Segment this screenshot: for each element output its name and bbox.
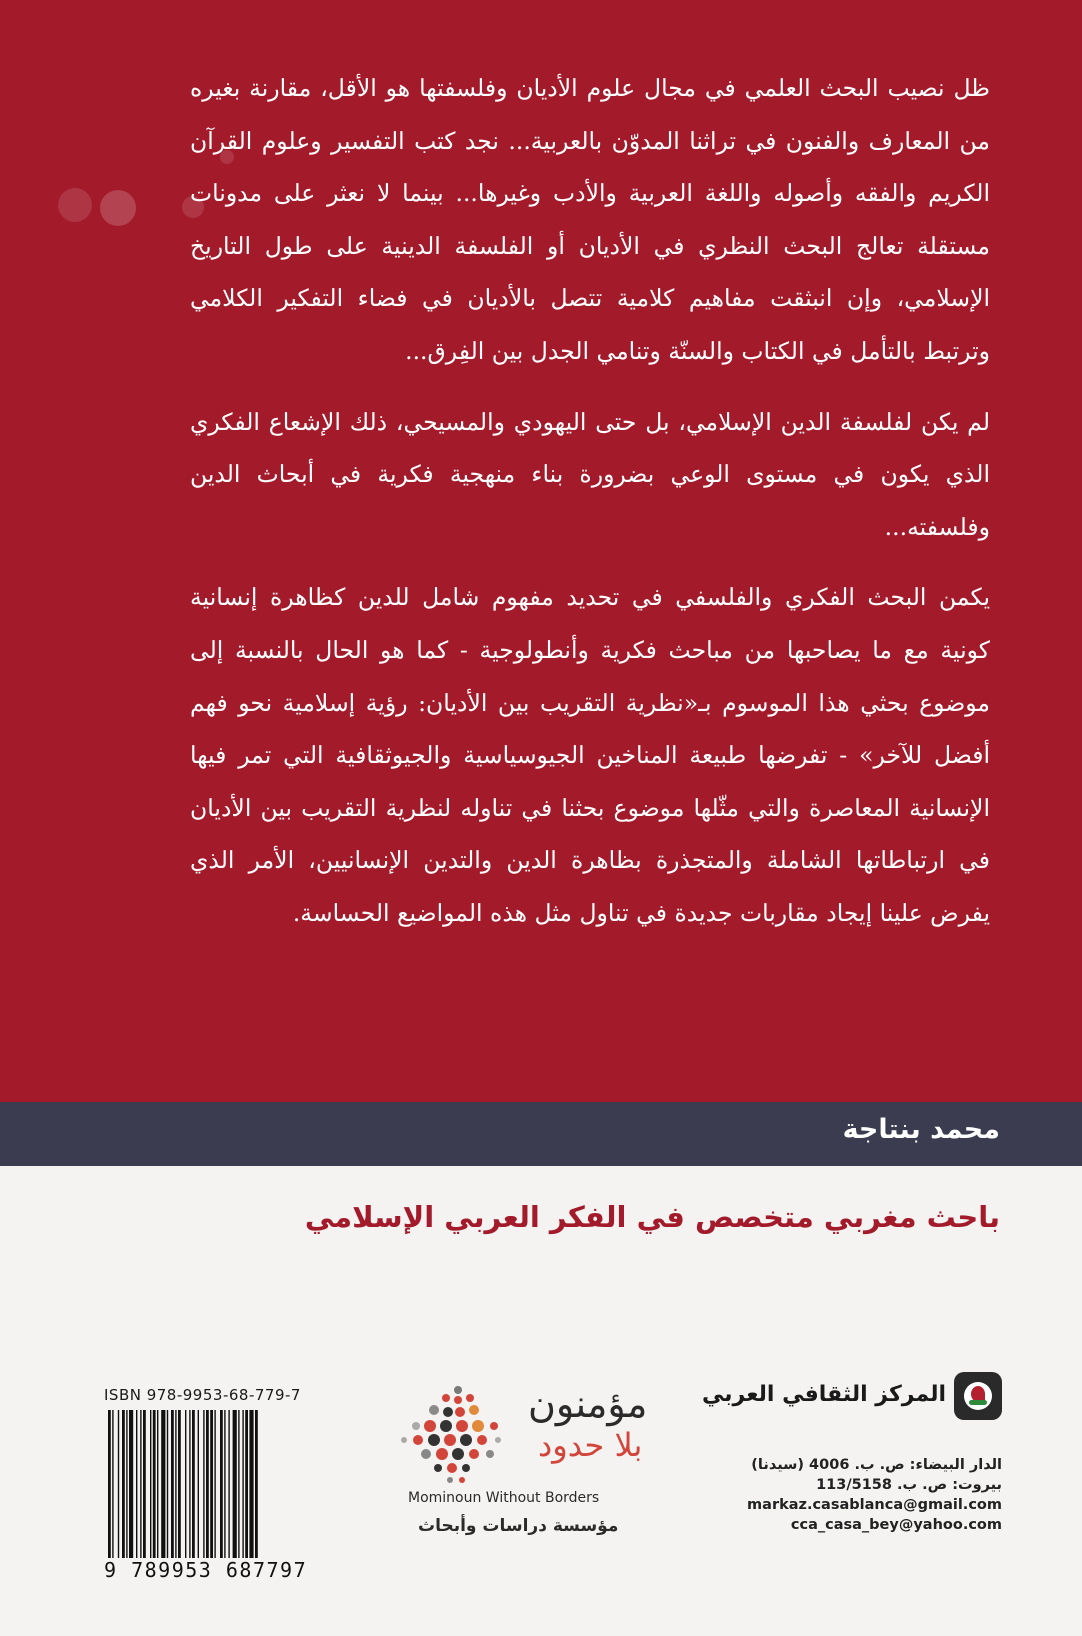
decorative-dot	[58, 188, 92, 222]
isbn-label: ISBN 978-9953-68-779-7	[104, 1386, 301, 1404]
publisher-block	[702, 1372, 1002, 1424]
blurb-paragraph-3: يكمن البحث الفكري والفلسفي في تحديد مفهوم شامل للدين كظاهرة إنسانية كونية مع ما يصاحبها من مباحث فكرية وأنطولوجية - كما هو الحال بالنسبة إلى موضوع بحثي هذا الموسوم بـ«نظرية التقريب بين الأديان: رؤية إسلامية نحو فهم أفضل للآخر» - تفرضها طبيعة المناخين الجيوسياسية والجيوثقافية التي تمر فيها الإنسانية المعاصرة والتي مثّلها موضوع بحثنا في تناوله لنظرية التقريب بين الأديان في ارتباطاتها الشاملة والمتجذرة بظاهرة الدين والتدين الإنسانيين، الأمر الذي يفرض علينا إيجاد مقاربات جديدة في تناول مثل هذه المواضيع الحساسة.	[190, 583, 990, 927]
co-publisher-name-line-2: بلا حدود	[538, 1426, 643, 1464]
co-publisher-tagline: مؤسسة دراسات وأبحاث	[418, 1516, 619, 1536]
blurb-paragraph-2: لم يكن لفلسفة الدين الإسلامي، بل حتى اليهودي والمسيحي، ذلك الإشعاع الفكري الذي يكون في مستوى الوعي بضرورة بناء منهجية فكرية في أبحاث الدين وفلسفته...	[190, 407, 990, 541]
author-name: محمد بنتاجة	[842, 1114, 1000, 1145]
co-publisher-name-line-1: مؤمنون	[528, 1382, 648, 1426]
address-line: الدار البيضاء: ص. ب. 4006 (سيدنا)	[751, 1457, 1002, 1473]
barcode-icon	[104, 1410, 314, 1558]
author-bio: باحث مغربي متخصص في الفكر العربي الإسلامي	[304, 1200, 1000, 1234]
blurb-paragraph-1: ظل نصيب البحث العلمي في مجال علوم الأديان وفلسفتها هو الأقل، مقارنة بغيره من المعارف والفنون في تراثنا المدوّن بالعربية... نجد كتب التفسير وعلوم القرآن الكريم والفقه وأصوله واللغة العربية والأدب وغيرها... بينما لا نعثر على مدونات مستقلة تعالج البحث النظري في الأديان أو الفلسفة الدينية على طول التاريخ الإسلامي، وإن انبثقت مفاهيم كلامية تتصل بالأديان في فضاء التفكير الكلامي وترتبط بالتأمل في الكتاب والسنّة وتنامي الجدل بين الفِرق...	[190, 74, 990, 365]
address-line: بيروت: ص. ب. 113/5158	[816, 1477, 1002, 1493]
co-publisher-logo	[398, 1382, 668, 1542]
co-publisher-name-english: Mominoun Without Borders	[408, 1490, 600, 1506]
blurb-text	[190, 62, 990, 958]
barcode-digits: 9 789953 687797	[104, 1558, 308, 1582]
dots-logo-icon	[398, 1382, 518, 1492]
email-line: cca_casa_bey@yahoo.com	[790, 1517, 1002, 1533]
email-line: markaz.casablanca@gmail.com	[747, 1497, 1002, 1513]
publisher-name: المركز الثقافي العربي	[702, 1382, 946, 1407]
publisher-address	[747, 1455, 1002, 1535]
decorative-dot	[100, 190, 136, 226]
author-bar	[0, 1102, 1082, 1166]
barcode-block	[104, 1386, 314, 1582]
publisher-logo-icon	[954, 1372, 1002, 1420]
